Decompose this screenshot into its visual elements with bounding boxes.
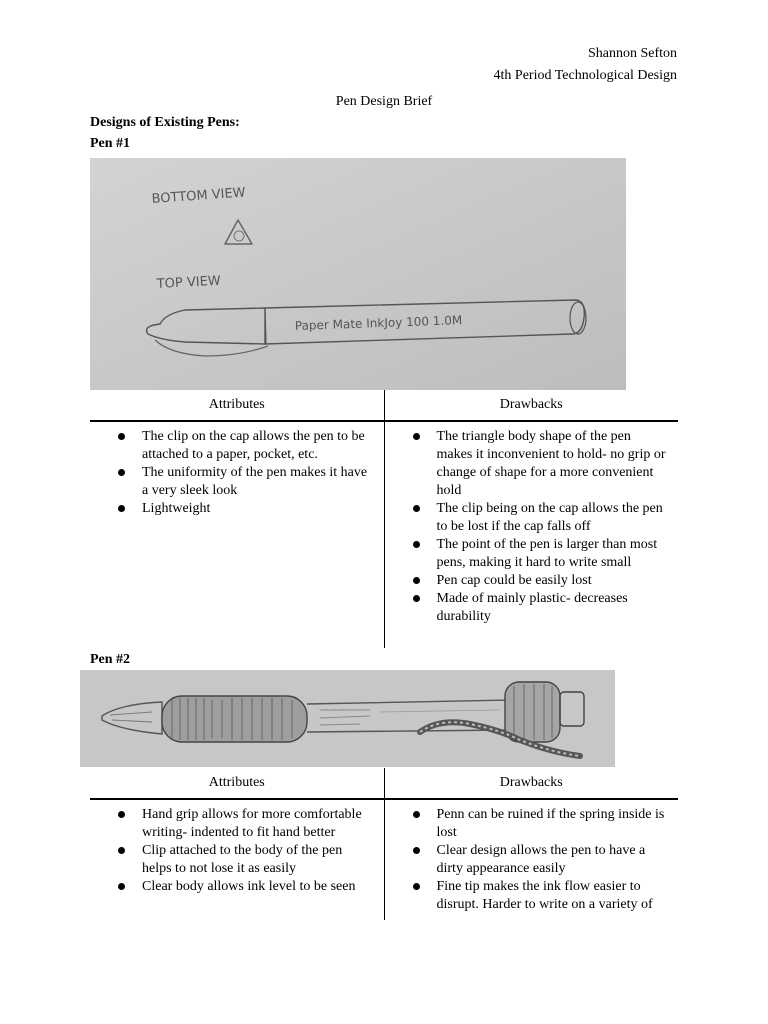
bullet-icon <box>413 595 420 602</box>
bullet-icon <box>118 469 125 476</box>
bullet-icon <box>118 883 125 890</box>
list-item: Pen cap could be easily lost <box>385 572 679 590</box>
pen-2-drawbacks-list <box>385 806 679 914</box>
bullet-icon <box>413 541 420 548</box>
pen-1-sketch-photo <box>90 158 626 390</box>
list-item: Fine tip makes the ink flow easier to disrupt. Harder to write on a variety of <box>385 878 679 914</box>
pen-2-sketch-photo <box>80 670 615 767</box>
list-item: The uniformity of the pen makes it have a very sleek look <box>90 464 384 500</box>
sketch-top-view-label: TOP VIEW <box>156 273 222 292</box>
pen-2-table <box>90 768 678 920</box>
list-item: Lightweight <box>90 500 384 518</box>
list-item: Penn can be ruined if the spring inside is lost <box>385 806 679 842</box>
class-name: 4th Period Technological Design <box>493 68 677 83</box>
bullet-icon <box>118 811 125 818</box>
list-item: Clear body allows ink level to be seen <box>90 878 384 896</box>
pen-1-attributes-list <box>90 428 384 518</box>
bullet-icon <box>413 433 420 440</box>
bullet-icon <box>413 811 420 818</box>
pen-2-drawbacks-header: Drawbacks <box>384 768 678 799</box>
list-item: The triangle body shape of the pen makes it inconvenient to hold- no grip or change of shape for a more convenient hold <box>385 428 679 500</box>
list-item: Clip attached to the body of the pen helps to not lose it as easily <box>90 842 384 878</box>
list-item: Clear design allows the pen to have a dirty appearance easily <box>385 842 679 878</box>
sketch-brand-text: Paper Mate InkJoy 100 1.0M <box>294 313 463 333</box>
list-item: The clip being on the cap allows the pen to be lost if the cap falls off <box>385 500 679 536</box>
bullet-icon <box>413 577 420 584</box>
list-item: Made of mainly plastic- decreases durability <box>385 590 679 626</box>
pen-1-table <box>90 390 678 648</box>
list-item: The point of the pen is larger than most pens, making it hard to write small <box>385 536 679 572</box>
list-item: The clip on the cap allows the pen to be attached to a paper, pocket, etc. <box>90 428 384 464</box>
pen-2-attributes-list <box>90 806 384 896</box>
pen-1-drawbacks-header: Drawbacks <box>384 390 678 421</box>
list-item: Hand grip allows for more comfortable writing- indented to fit hand better <box>90 806 384 842</box>
pen-1-label: Pen #1 <box>90 136 131 151</box>
sketch-bottom-view-label: BOTTOM VIEW <box>151 185 247 207</box>
bullet-icon <box>118 505 125 512</box>
bullet-icon <box>413 883 420 890</box>
bullet-icon <box>118 433 125 440</box>
bullet-icon <box>413 847 420 854</box>
pen-2-label: Pen #2 <box>90 652 131 667</box>
section-heading: Designs of Existing Pens: <box>90 115 240 130</box>
pen-1-attributes-header: Attributes <box>90 390 384 421</box>
author-name: Shannon Sefton <box>587 46 677 61</box>
bullet-icon <box>118 847 125 854</box>
pen-1-drawbacks-list <box>385 428 679 626</box>
pen-2-attributes-header: Attributes <box>90 768 384 799</box>
document-title: Pen Design Brief <box>335 94 433 109</box>
bullet-icon <box>413 505 420 512</box>
